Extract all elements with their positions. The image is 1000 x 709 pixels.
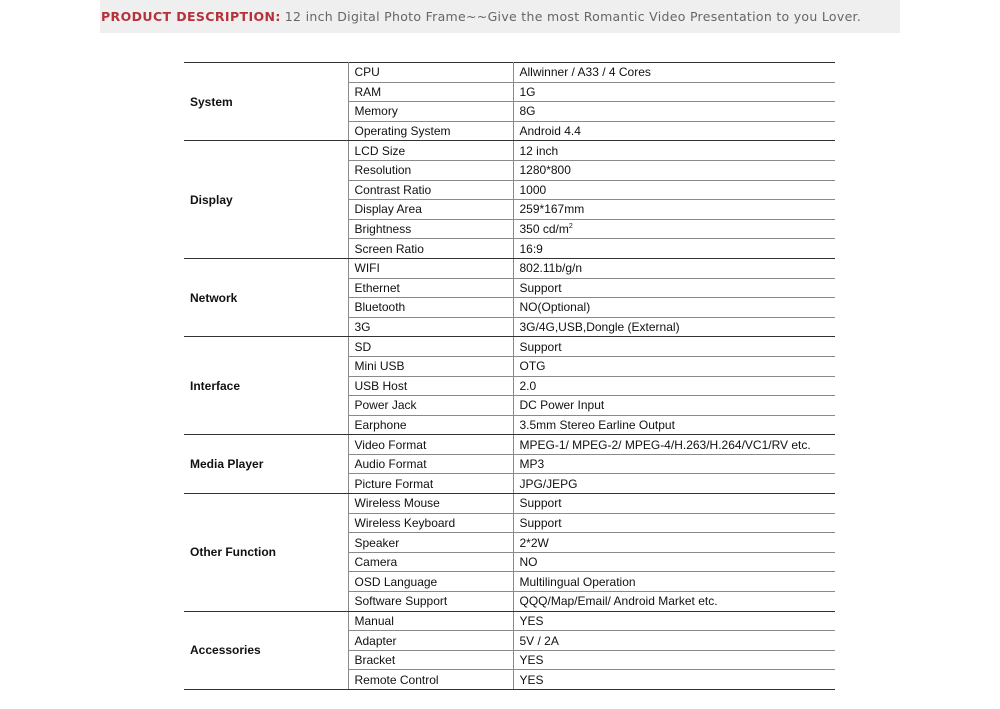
product-description-label: PRODUCT DESCRIPTION: xyxy=(101,9,281,24)
spec-value-text: 350 cd/m xyxy=(519,222,569,237)
spec-item-cell: LCD Size xyxy=(348,141,513,161)
spec-value-text: 8G xyxy=(519,104,536,119)
category-cell: System xyxy=(184,63,348,141)
spec-value-text: Allwinner / A33 / 4 Cores xyxy=(519,65,651,80)
spec-value-text: Support xyxy=(519,280,562,295)
spec-item-cell: Ethernet xyxy=(348,278,513,298)
spec-value-cell xyxy=(513,200,835,220)
spec-value-text: QQQ/Map/Email/ Android Market etc. xyxy=(519,594,718,609)
spec-item-cell: Manual xyxy=(348,611,513,631)
spec-value-cell xyxy=(513,160,835,180)
spec-value-text: NO xyxy=(519,555,538,570)
spec-value-text: 3G/4G,USB,Dongle (External) xyxy=(519,320,680,335)
spec-value-text: Android 4.4 xyxy=(519,124,581,139)
spec-value-text: 1280*800 xyxy=(519,163,571,178)
spec-value-text: 802.11b/g/n xyxy=(519,261,583,276)
spec-item-cell: SD xyxy=(348,337,513,357)
category-cell: Accessories xyxy=(184,611,348,689)
spec-value-text: MP3 xyxy=(519,457,545,472)
spec-item-cell: USB Host xyxy=(348,376,513,396)
spec-value-cell xyxy=(513,180,835,200)
spec-value-text: Multilingual Operation xyxy=(519,574,636,589)
spec-value-cell xyxy=(513,631,835,651)
spec-item-cell: Video Format xyxy=(348,435,513,455)
category-cell: Interface xyxy=(184,337,348,435)
spec-value-text: JPG/JEPG xyxy=(519,476,578,491)
spec-value-cell xyxy=(513,454,835,474)
spec-value-cell xyxy=(513,435,835,455)
spec-value-text: MPEG-1/ MPEG-2/ MPEG-4/H.263/H.264/VC1/RV etc. xyxy=(519,437,811,452)
spec-item-cell: Resolution xyxy=(348,160,513,180)
spec-value-cell xyxy=(513,415,835,435)
spec-value-cell xyxy=(513,63,835,83)
spec-value-cell xyxy=(513,278,835,298)
spec-value-text: 16:9 xyxy=(519,241,543,256)
spec-value-cell xyxy=(513,337,835,357)
table-row xyxy=(184,258,835,278)
spec-item-cell: Operating System xyxy=(348,121,513,141)
table-row xyxy=(184,611,835,631)
spec-value-cell xyxy=(513,513,835,533)
spec-value-cell xyxy=(513,141,835,161)
spec-value-text: YES xyxy=(519,653,544,668)
spec-value-cell xyxy=(513,102,835,122)
spec-item-cell: Wireless Keyboard xyxy=(348,513,513,533)
category-cell: Media Player xyxy=(184,435,348,494)
spec-item-cell: Memory xyxy=(348,102,513,122)
spec-value-text: NO(Optional) xyxy=(519,300,591,315)
spec-item-cell: Brightness xyxy=(348,219,513,239)
table-row xyxy=(184,337,835,357)
spec-value-cell xyxy=(513,670,835,690)
spec-value-text: 5V / 2A xyxy=(519,633,559,648)
spec-value-text: Support xyxy=(519,339,562,354)
spec-value-cell xyxy=(513,396,835,416)
spec-value-cell xyxy=(513,572,835,592)
spec-value-cell xyxy=(513,376,835,396)
spec-value-text: 12 inch xyxy=(519,143,559,158)
spec-item-cell: OSD Language xyxy=(348,572,513,592)
spec-item-cell: RAM xyxy=(348,82,513,102)
spec-value-cell xyxy=(513,650,835,670)
spec-value-cell xyxy=(513,121,835,141)
spec-item-cell: Power Jack xyxy=(348,396,513,416)
spec-value-text: 259*167mm xyxy=(519,202,585,217)
spec-value-text: 2.0 xyxy=(519,378,537,393)
product-description-header xyxy=(100,0,900,33)
spec-item-cell: Audio Format xyxy=(348,454,513,474)
spec-value-text: Support xyxy=(519,515,562,530)
spec-value-text: 2*2W xyxy=(519,535,549,550)
spec-item-cell: Software Support xyxy=(348,592,513,612)
spec-value-text: 1000 xyxy=(519,182,547,197)
spec-item-cell: Adapter xyxy=(348,631,513,651)
product-description-text: 12 inch Digital Photo Frame~~Give the most Romantic Video Presentation to you Lover. xyxy=(284,9,862,24)
spec-value-text: 1G xyxy=(519,84,536,99)
spec-item-cell: Contrast Ratio xyxy=(348,180,513,200)
spec-value-cell xyxy=(513,533,835,553)
spec-value-cell xyxy=(513,494,835,514)
spec-item-cell: Bluetooth xyxy=(348,298,513,318)
spec-value-cell xyxy=(513,611,835,631)
category-cell: Display xyxy=(184,141,348,259)
spec-item-cell: Camera xyxy=(348,552,513,572)
category-cell: Network xyxy=(184,258,348,336)
spec-value-cell xyxy=(513,82,835,102)
spec-value-cell xyxy=(513,258,835,278)
spec-item-cell: Mini USB xyxy=(348,356,513,376)
spec-value-text: DC Power Input xyxy=(519,398,605,413)
superscript: 2 xyxy=(568,223,573,231)
spec-value-cell xyxy=(513,219,835,239)
spec-item-cell: Earphone xyxy=(348,415,513,435)
spec-table xyxy=(184,62,835,690)
spec-item-cell: Display Area xyxy=(348,200,513,220)
spec-value-cell xyxy=(513,317,835,337)
spec-value-text: YES xyxy=(519,672,544,687)
spec-value-cell xyxy=(513,552,835,572)
spec-value-text: YES xyxy=(519,613,544,628)
table-row xyxy=(184,141,835,161)
spec-value-cell xyxy=(513,298,835,318)
spec-item-cell: Screen Ratio xyxy=(348,239,513,259)
spec-item-cell: Speaker xyxy=(348,533,513,553)
spec-item-cell: Wireless Mouse xyxy=(348,494,513,514)
spec-item-cell: Picture Format xyxy=(348,474,513,494)
spec-value-text: 3.5mm Stereo Earline Output xyxy=(519,417,675,432)
spec-value-cell xyxy=(513,356,835,376)
spec-value-cell xyxy=(513,474,835,494)
spec-item-cell: WIFI xyxy=(348,258,513,278)
spec-value-cell xyxy=(513,592,835,612)
category-cell: Other Function xyxy=(184,494,348,612)
spec-value-text: OTG xyxy=(519,359,546,374)
spec-table-body xyxy=(184,63,835,690)
table-row xyxy=(184,494,835,514)
table-row xyxy=(184,435,835,455)
spec-item-cell: 3G xyxy=(348,317,513,337)
spec-value-cell xyxy=(513,239,835,259)
table-row xyxy=(184,63,835,83)
spec-item-cell: Bracket xyxy=(348,650,513,670)
spec-item-cell: CPU xyxy=(348,63,513,83)
spec-value-text: Support xyxy=(519,496,562,511)
spec-item-cell: Remote Control xyxy=(348,670,513,690)
